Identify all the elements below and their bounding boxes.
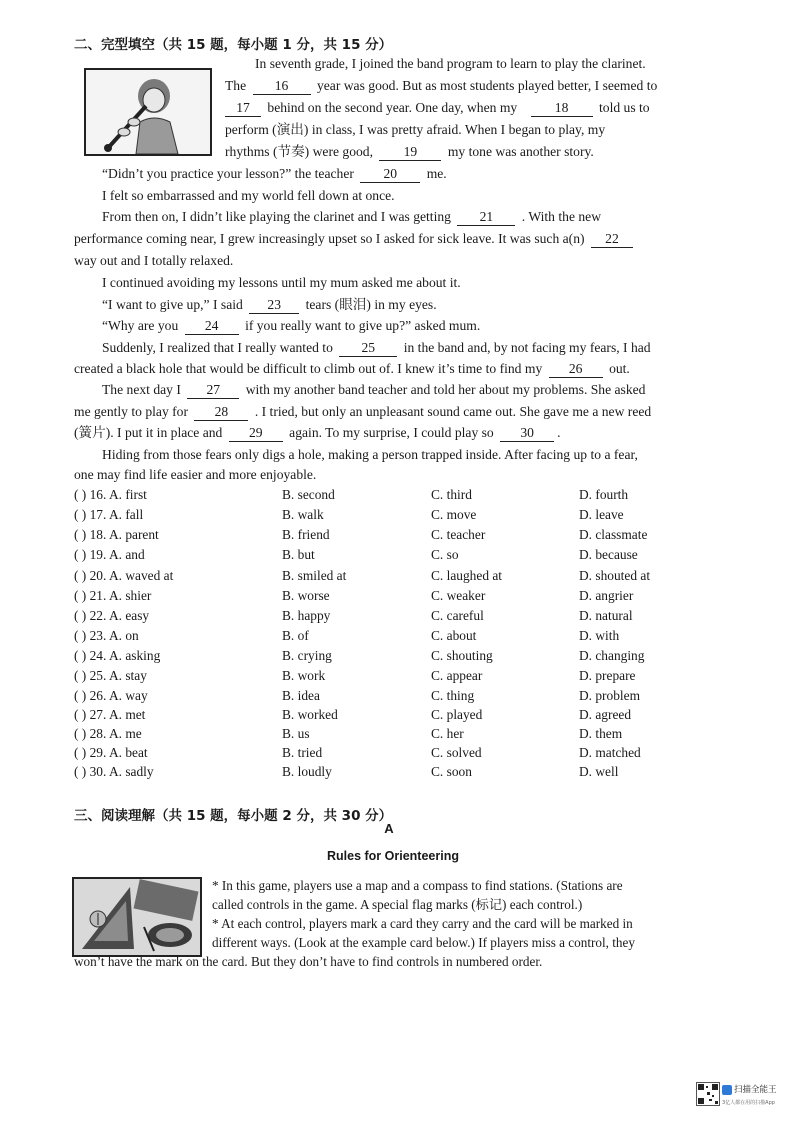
- passage-text: created a black hole that would be difficult to climb out of. I knew it’s time to find my: [74, 361, 543, 376]
- passage-text: out.: [609, 361, 630, 376]
- passage-line: [74, 424, 561, 442]
- passage-text: my tone was another story.: [447, 144, 594, 159]
- passage-line: [102, 296, 437, 314]
- option-c[interactable]: C. laughed at: [431, 568, 503, 583]
- option-row: [74, 626, 694, 646]
- reading-line: * In this game, players use a map and a compass to find stations. (Stations are: [212, 878, 623, 893]
- blank-18[interactable]: 18: [531, 100, 593, 117]
- passage-text: . I tried, but only an unpleasant sound came out. She gave me a new reed: [254, 404, 652, 419]
- option-c[interactable]: C. move: [431, 507, 477, 522]
- option-d[interactable]: D. angrier: [579, 588, 634, 603]
- blank-21[interactable]: 21: [457, 209, 515, 226]
- passage-line: perform (演出) in class, I was pretty afraid. When I began to play, my: [225, 122, 606, 137]
- option-b[interactable]: B. worse: [282, 588, 330, 603]
- option-d[interactable]: D. matched: [579, 745, 641, 760]
- option-c[interactable]: C. solved: [431, 745, 482, 760]
- option-b[interactable]: B. idea: [282, 688, 320, 703]
- option-d[interactable]: D. agreed: [579, 707, 632, 722]
- option-b[interactable]: B. but: [282, 547, 315, 562]
- passage-text: behind on the second year. One day, when my: [267, 100, 518, 115]
- option-c[interactable]: C. appear: [431, 668, 483, 683]
- passage-line: Hiding from those fears only digs a hole, making a person trapped inside. After facing up to a fear,: [102, 447, 638, 462]
- option-c[interactable]: C. her: [431, 726, 464, 741]
- option-d[interactable]: D. problem: [579, 688, 640, 703]
- option-b[interactable]: B. friend: [282, 527, 330, 542]
- option-d[interactable]: D. fourth: [579, 487, 629, 502]
- option-b[interactable]: B. of: [282, 628, 309, 643]
- passage-text: tears (眼泪) in my eyes.: [305, 297, 437, 312]
- passage-line: [102, 165, 447, 183]
- passage-text: Suddenly, I realized that I really wanted to: [102, 340, 333, 355]
- passage-line: [102, 381, 645, 399]
- blank-19[interactable]: 19: [379, 144, 441, 161]
- passage-line: [74, 360, 630, 378]
- option-c[interactable]: C. shouting: [431, 648, 493, 663]
- option-c[interactable]: C. teacher: [431, 527, 486, 542]
- question-number-and-option-a[interactable]: ( ) 27. A. met: [74, 707, 146, 722]
- passage-line: [74, 403, 651, 421]
- orienteering-illustration: [72, 877, 202, 957]
- option-c[interactable]: C. careful: [431, 608, 484, 623]
- passage-line: I continued avoiding my lessons until my mum asked me about it.: [102, 275, 461, 290]
- passage-text: .: [557, 425, 561, 440]
- option-b[interactable]: B. tried: [282, 745, 323, 760]
- option-b[interactable]: B. worked: [282, 707, 338, 722]
- passage-text: performance coming near, I grew increasingly upset so I asked for sick leave. It was such a(n): [74, 231, 585, 246]
- passage-line: I felt so embarrassed and my world fell down at once.: [102, 188, 395, 203]
- reading-line: different ways. (Look at the example card below.) If players miss a control, they: [212, 935, 635, 950]
- question-number-and-option-a[interactable]: ( ) 30. A. sadly: [74, 764, 154, 779]
- passage-text: The: [225, 78, 247, 93]
- passage-line: way out and I totally relaxed.: [74, 253, 234, 268]
- option-d[interactable]: D. natural: [579, 608, 633, 623]
- reading-heading-text: Rules for Orienteering: [327, 849, 459, 863]
- option-b[interactable]: B. second: [282, 487, 335, 502]
- passage-line: [225, 99, 650, 117]
- option-d[interactable]: D. prepare: [579, 668, 636, 683]
- option-d[interactable]: D. well: [579, 764, 619, 779]
- option-d[interactable]: D. with: [579, 628, 620, 643]
- passage-line: [102, 208, 601, 226]
- passage-text: if you really want to give up?” asked mum.: [245, 318, 481, 333]
- blank-23[interactable]: 23: [249, 297, 299, 314]
- passage-text: “I want to give up,” I said: [102, 297, 243, 312]
- option-b[interactable]: B. walk: [282, 507, 324, 522]
- passage-line: [225, 143, 594, 161]
- passage-text: (簧片). I put it in place and: [74, 425, 223, 440]
- question-number-and-option-a[interactable]: ( ) 18. A. parent: [74, 527, 159, 542]
- passage-line: [102, 339, 651, 357]
- option-d[interactable]: D. changing: [579, 648, 645, 663]
- question-number-and-option-a[interactable]: ( ) 28. A. me: [74, 726, 142, 741]
- option-b[interactable]: B. work: [282, 668, 326, 683]
- question-number-and-option-a[interactable]: ( ) 21. A. shier: [74, 588, 152, 603]
- option-d[interactable]: D. them: [579, 726, 623, 741]
- question-number-and-option-a[interactable]: ( ) 22. A. easy: [74, 608, 150, 623]
- passage-line: [74, 230, 636, 248]
- option-row: [74, 505, 694, 525]
- option-d[interactable]: D. because: [579, 547, 638, 562]
- option-row: [74, 762, 694, 782]
- option-b[interactable]: B. loudly: [282, 764, 332, 779]
- option-row: [74, 566, 694, 586]
- blank-27[interactable]: 27: [187, 382, 239, 399]
- option-row: [74, 586, 694, 606]
- option-row: [74, 743, 694, 763]
- blank-28[interactable]: 28: [194, 404, 248, 421]
- passage-text: The next day I: [102, 382, 181, 397]
- option-row: [74, 686, 694, 706]
- passage-text: told us to: [599, 100, 650, 115]
- option-row: [74, 545, 694, 565]
- option-b[interactable]: B. us: [282, 726, 310, 741]
- option-d[interactable]: D. leave: [579, 507, 624, 522]
- option-c[interactable]: C. about: [431, 628, 477, 643]
- passage-text: me.: [426, 166, 447, 181]
- reading-line: * At each control, players mark a card they carry and the card will be marked in: [212, 916, 633, 931]
- option-row: [74, 485, 694, 505]
- blank-24[interactable]: 24: [185, 318, 239, 335]
- scanner-tagline: 3亿人都在用的扫描App: [722, 1100, 775, 1106]
- question-number-and-option-a[interactable]: ( ) 20. A. waved at: [74, 568, 174, 583]
- option-b[interactable]: B. crying: [282, 648, 332, 663]
- blank-25[interactable]: 25: [339, 340, 397, 357]
- question-number-and-option-a[interactable]: ( ) 26. A. way: [74, 688, 148, 703]
- qr-code-icon: [696, 1082, 720, 1106]
- question-number-and-option-a[interactable]: ( ) 29. A. beat: [74, 745, 148, 760]
- orienteering-map-icon: [74, 879, 200, 955]
- passage-line: In seventh grade, I joined the band program to learn to play the clarinet.: [255, 56, 646, 71]
- passage-line: [225, 77, 657, 95]
- question-number-and-option-a[interactable]: ( ) 16. A. first: [74, 487, 147, 502]
- option-c[interactable]: C. weaker: [431, 588, 486, 603]
- passage-text: rhythms (节奏) were good,: [225, 144, 373, 159]
- option-c[interactable]: C. soon: [431, 764, 472, 779]
- option-row: [74, 666, 694, 686]
- question-number-and-option-a[interactable]: ( ) 19. A. and: [74, 547, 145, 562]
- passage-text: again. To my surprise, I could play so: [289, 425, 494, 440]
- option-c[interactable]: C. thing: [431, 688, 475, 703]
- blank-26[interactable]: 26: [549, 361, 603, 378]
- scanner-brand: 扫描全能王: [734, 1085, 777, 1095]
- passage-line: [102, 317, 480, 335]
- section-2-title: 二、完型填空（共 15 题，每小题 1 分，共 15 分）: [74, 37, 393, 53]
- passage-text: me gently to play for: [74, 404, 189, 419]
- blank-30[interactable]: 30: [500, 425, 554, 442]
- passage-text: with my another band teacher and told her about my problems. She asked: [245, 382, 646, 397]
- option-c[interactable]: C. played: [431, 707, 483, 722]
- passage-text: “Didn’t you practice your lesson?” the teacher: [102, 166, 354, 181]
- clarinet-player-icon: [86, 70, 210, 154]
- passage-text: From then on, I didn’t like playing the clarinet and I was getting: [102, 209, 451, 224]
- blank-16[interactable]: 16: [253, 78, 311, 95]
- question-number-and-option-a[interactable]: ( ) 25. A. stay: [74, 668, 147, 683]
- blank-22[interactable]: 22: [591, 231, 633, 248]
- passage-text: in the band and, by not facing my fears, I had: [403, 340, 651, 355]
- option-d[interactable]: D. classmate: [579, 527, 648, 542]
- passage-line: one may find life easier and more enjoyable.: [74, 467, 317, 482]
- clarinet-player-illustration: [84, 68, 212, 156]
- option-b[interactable]: B. happy: [282, 608, 331, 623]
- blank-29[interactable]: 29: [229, 425, 283, 442]
- part-label: [0, 821, 794, 836]
- reading-heading: [0, 849, 794, 863]
- section-3-title: 三、阅读理解（共 15 题，每小题 2 分，共 30 分）: [74, 808, 393, 824]
- part-a-label: A: [384, 821, 394, 836]
- question-number-and-option-a[interactable]: ( ) 17. A. fall: [74, 507, 144, 522]
- blank-17[interactable]: 17: [225, 100, 261, 117]
- option-row: [74, 525, 694, 545]
- option-row: [74, 646, 694, 666]
- option-d[interactable]: D. shouted at: [579, 568, 651, 583]
- option-row: [74, 724, 694, 744]
- passage-text: “Why are you: [102, 318, 179, 333]
- passage-text: . With the new: [521, 209, 602, 224]
- reading-line: won’t have the mark on the card. But they don’t have to find controls in numbered order.: [74, 954, 543, 969]
- option-c[interactable]: C. so: [431, 547, 459, 562]
- reading-line: called controls in the game. A special flag marks (标记) each control.): [212, 897, 583, 912]
- passage-text: year was good. But as most students played better, I seemed to: [316, 78, 658, 93]
- question-number-and-option-a[interactable]: ( ) 24. A. asking: [74, 648, 161, 663]
- option-row: [74, 705, 694, 725]
- blank-20[interactable]: 20: [360, 166, 420, 183]
- scanner-logo-icon: [722, 1085, 732, 1095]
- option-b[interactable]: B. smiled at: [282, 568, 347, 583]
- option-row: [74, 606, 694, 626]
- question-number-and-option-a[interactable]: ( ) 23. A. on: [74, 628, 139, 643]
- option-c[interactable]: C. third: [431, 487, 472, 502]
